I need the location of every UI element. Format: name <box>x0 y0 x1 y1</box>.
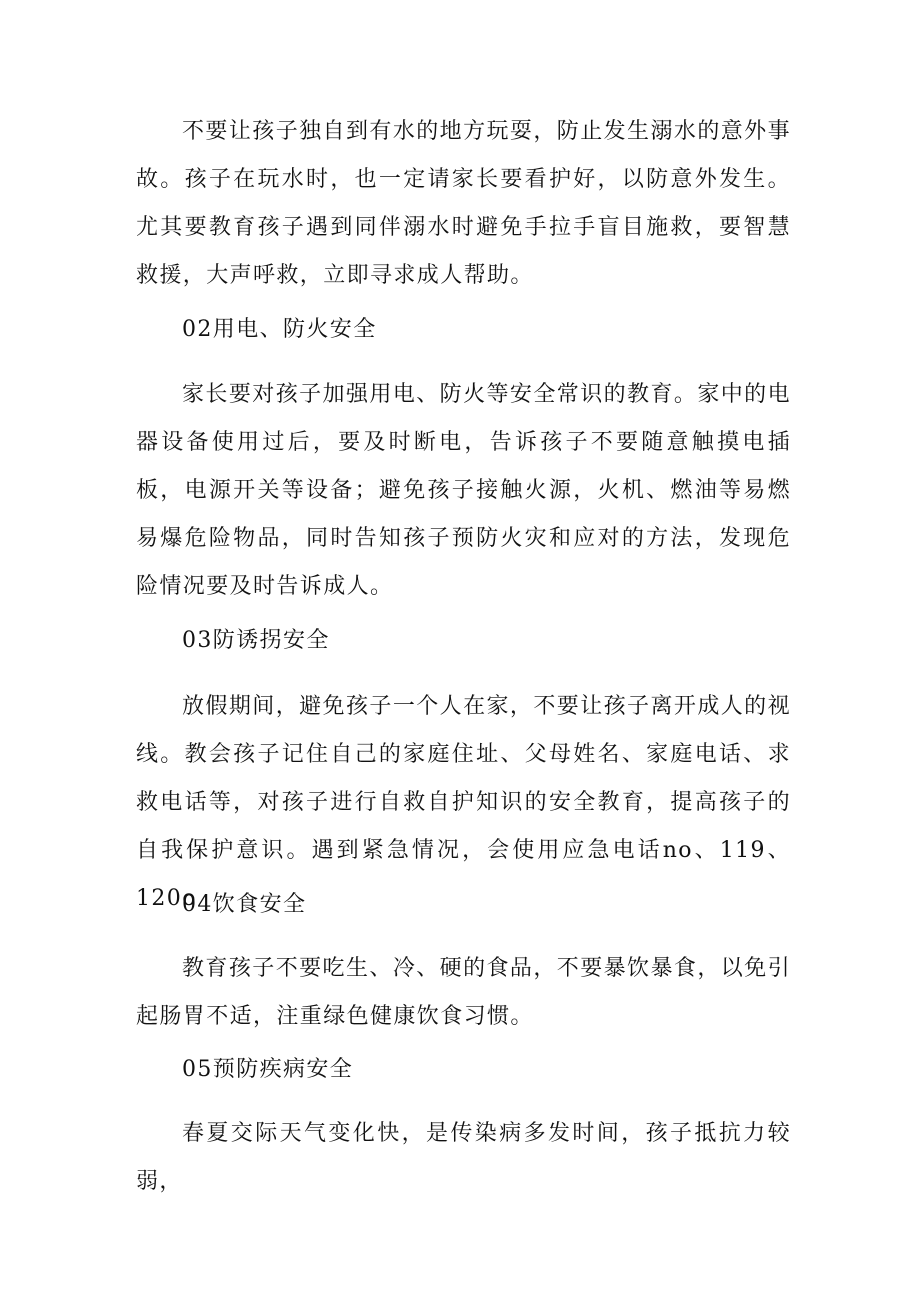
heading-disease-prevention: 05预防疾病安全 <box>182 1057 354 1082</box>
paragraph-anti-abduction-safety: 放假期间，避免孩子一个人在家，不要让孩子离开成人的视线。教会孩子记住自己的家庭住址、父母姓名、家庭电话、求救电话等，对孩子进行自救自护知识的安全教育，提高孩子的自我保护意识。遇到紧急情况，会使用应急电话no、119、120o <box>136 694 791 911</box>
paragraph-electricity-fire-safety: 家长要对孩子加强用电、防火等安全常识的教育。家中的电器设备使用过后，要及时断电，告诉孩子不要随意触摸电插板，电源开关等设备；避免孩子接触火源，火机、燃油等易燃易爆危险物品，同时告知孩子预防火灾和应对的方法，发现危险情况要及时告诉成人。 <box>136 382 791 599</box>
heading-anti-abduction-safety: 03防诱拐安全 <box>182 628 330 653</box>
paragraph-disease-prevention: 春夏交际天气变化快，是传染病多发时间，孩子抵抗力较弱， <box>136 1121 791 1194</box>
heading-food-safety: 04饮食安全 <box>182 892 307 917</box>
heading-electricity-fire-safety: 02用电、防火安全 <box>182 317 377 342</box>
paragraph-food-safety: 教育孩子不要吃生、冷、硬的食品，不要暴饮暴食，以免引起肠胃不适，注重绿色健康饮食习惯。 <box>136 956 791 1029</box>
paragraph-water-safety: 不要让孩子独自到有水的地方玩耍，防止发生溺水的意外事故。孩子在玩水时，也一定请家长要看护好，以防意外发生。尤其要教育孩子遇到同伴溺水时避免手拉手盲目施救，要智慧救援，大声呼救，立即寻求成人帮助。 <box>136 119 791 288</box>
